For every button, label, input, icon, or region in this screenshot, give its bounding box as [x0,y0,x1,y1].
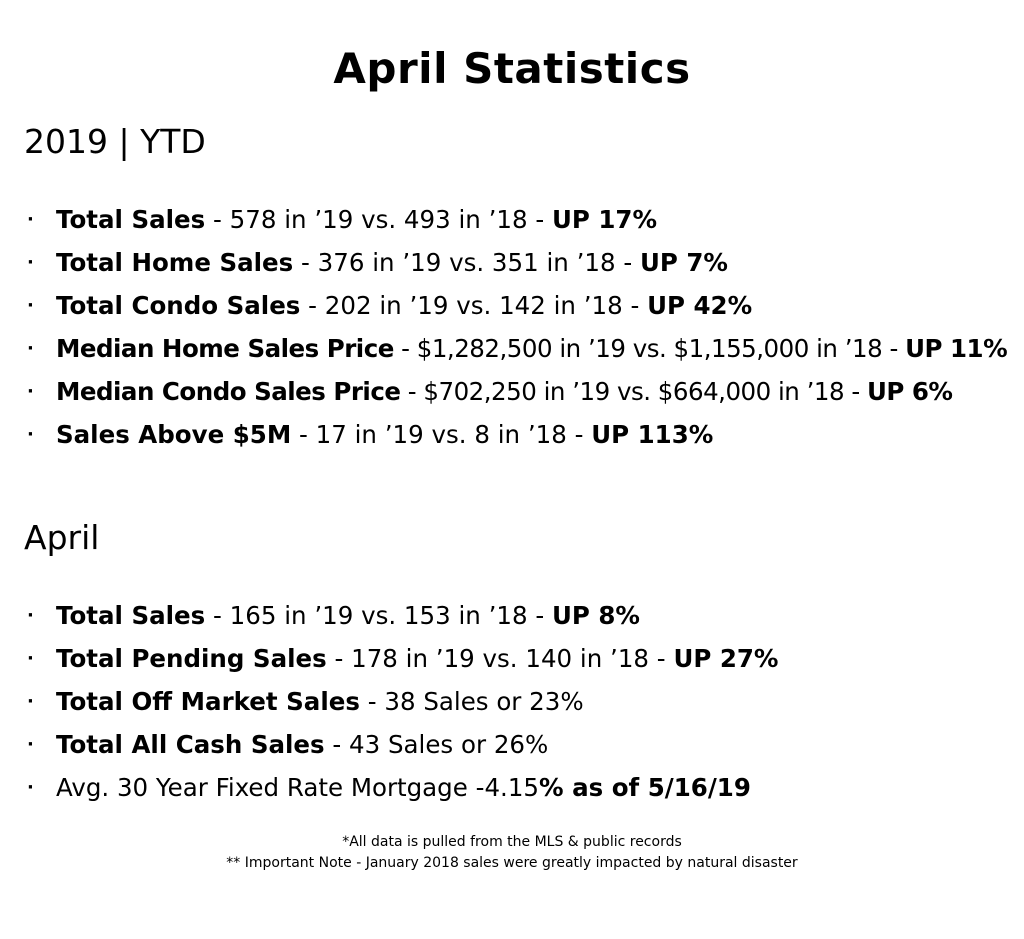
stat-result: UP 42% [647,291,753,320]
stat-detail: - 43 Sales or 26% [324,730,549,759]
bullet-icon: · [27,295,34,316]
bullet-icon: · [27,338,34,359]
stat-label: Median Home Sales Price [56,334,394,363]
bullet-icon: · [27,381,34,402]
stat-detail: - 38 Sales or 23% [359,687,584,716]
stat-result: UP 11% [905,334,1008,363]
bullet-icon: · [27,424,34,445]
stat-label: Total Pending Sales [56,644,327,673]
stat-result: UP 17% [551,205,658,234]
bullet-icon: · [27,605,34,626]
bullet-icon: · [27,734,34,755]
stat-detail: - 17 in ’19 vs. 8 in ’18 - [291,420,592,449]
stat-detail: - 202 in ’19 vs. 142 in ’18 - [300,291,648,320]
stat-result: UP 27% [673,644,779,673]
stat-result: UP 6% [867,377,953,406]
ytd-heading: 2019 | YTD [24,122,206,161]
stat-result: UP 113% [591,420,714,449]
stat-detail: - 178 in ’19 vs. 140 in ’18 - [326,644,674,673]
bullet-icon: · [27,777,34,798]
stat-detail: - 578 in ’19 vs. 493 in ’18 - [205,205,552,234]
bullet-icon: · [27,209,34,230]
stat-result: UP 8% [551,601,640,630]
page-title: April Statistics [333,44,691,93]
bullet-icon: · [27,691,34,712]
stat-label: Total All Cash Sales [56,730,325,759]
stat-label: Median Condo Sales Price [56,377,401,406]
stat-label: Total Sales [56,601,206,630]
stat-result: UP 7% [639,248,728,277]
stat-result: % as of 5/16/19 [539,773,751,802]
bullet-icon: · [27,252,34,273]
footnote-important-note: ** Important Note - January 2018 sales were greatly impacted by natural disaster [226,855,798,871]
stat-detail: - 165 in ’19 vs. 153 in ’18 - [205,601,552,630]
stat-label: Total Condo Sales [56,291,301,320]
april-heading: April [24,518,100,557]
stat-detail: - $1,282,500 in ’19 vs. $1,155,000 in ’18 - [393,334,906,363]
stat-label: Total Home Sales [56,248,294,277]
stat-label: Total Sales [56,205,206,234]
bullet-icon: · [27,648,34,669]
stat-detail: - $702,250 in ’19 vs. $664,000 in ’18 - [400,377,867,406]
stat-label: Total Off Market Sales [56,687,360,716]
stat-detail: - 376 in ’19 vs. 351 in ’18 - [293,248,640,277]
stat-detail: Avg. 30 Year Fixed Rate Mortgage -4.15 [56,773,539,802]
stat-label: Sales Above $5M [56,420,292,449]
footnote-data-source: *All data is pulled from the MLS & public records [342,834,682,850]
